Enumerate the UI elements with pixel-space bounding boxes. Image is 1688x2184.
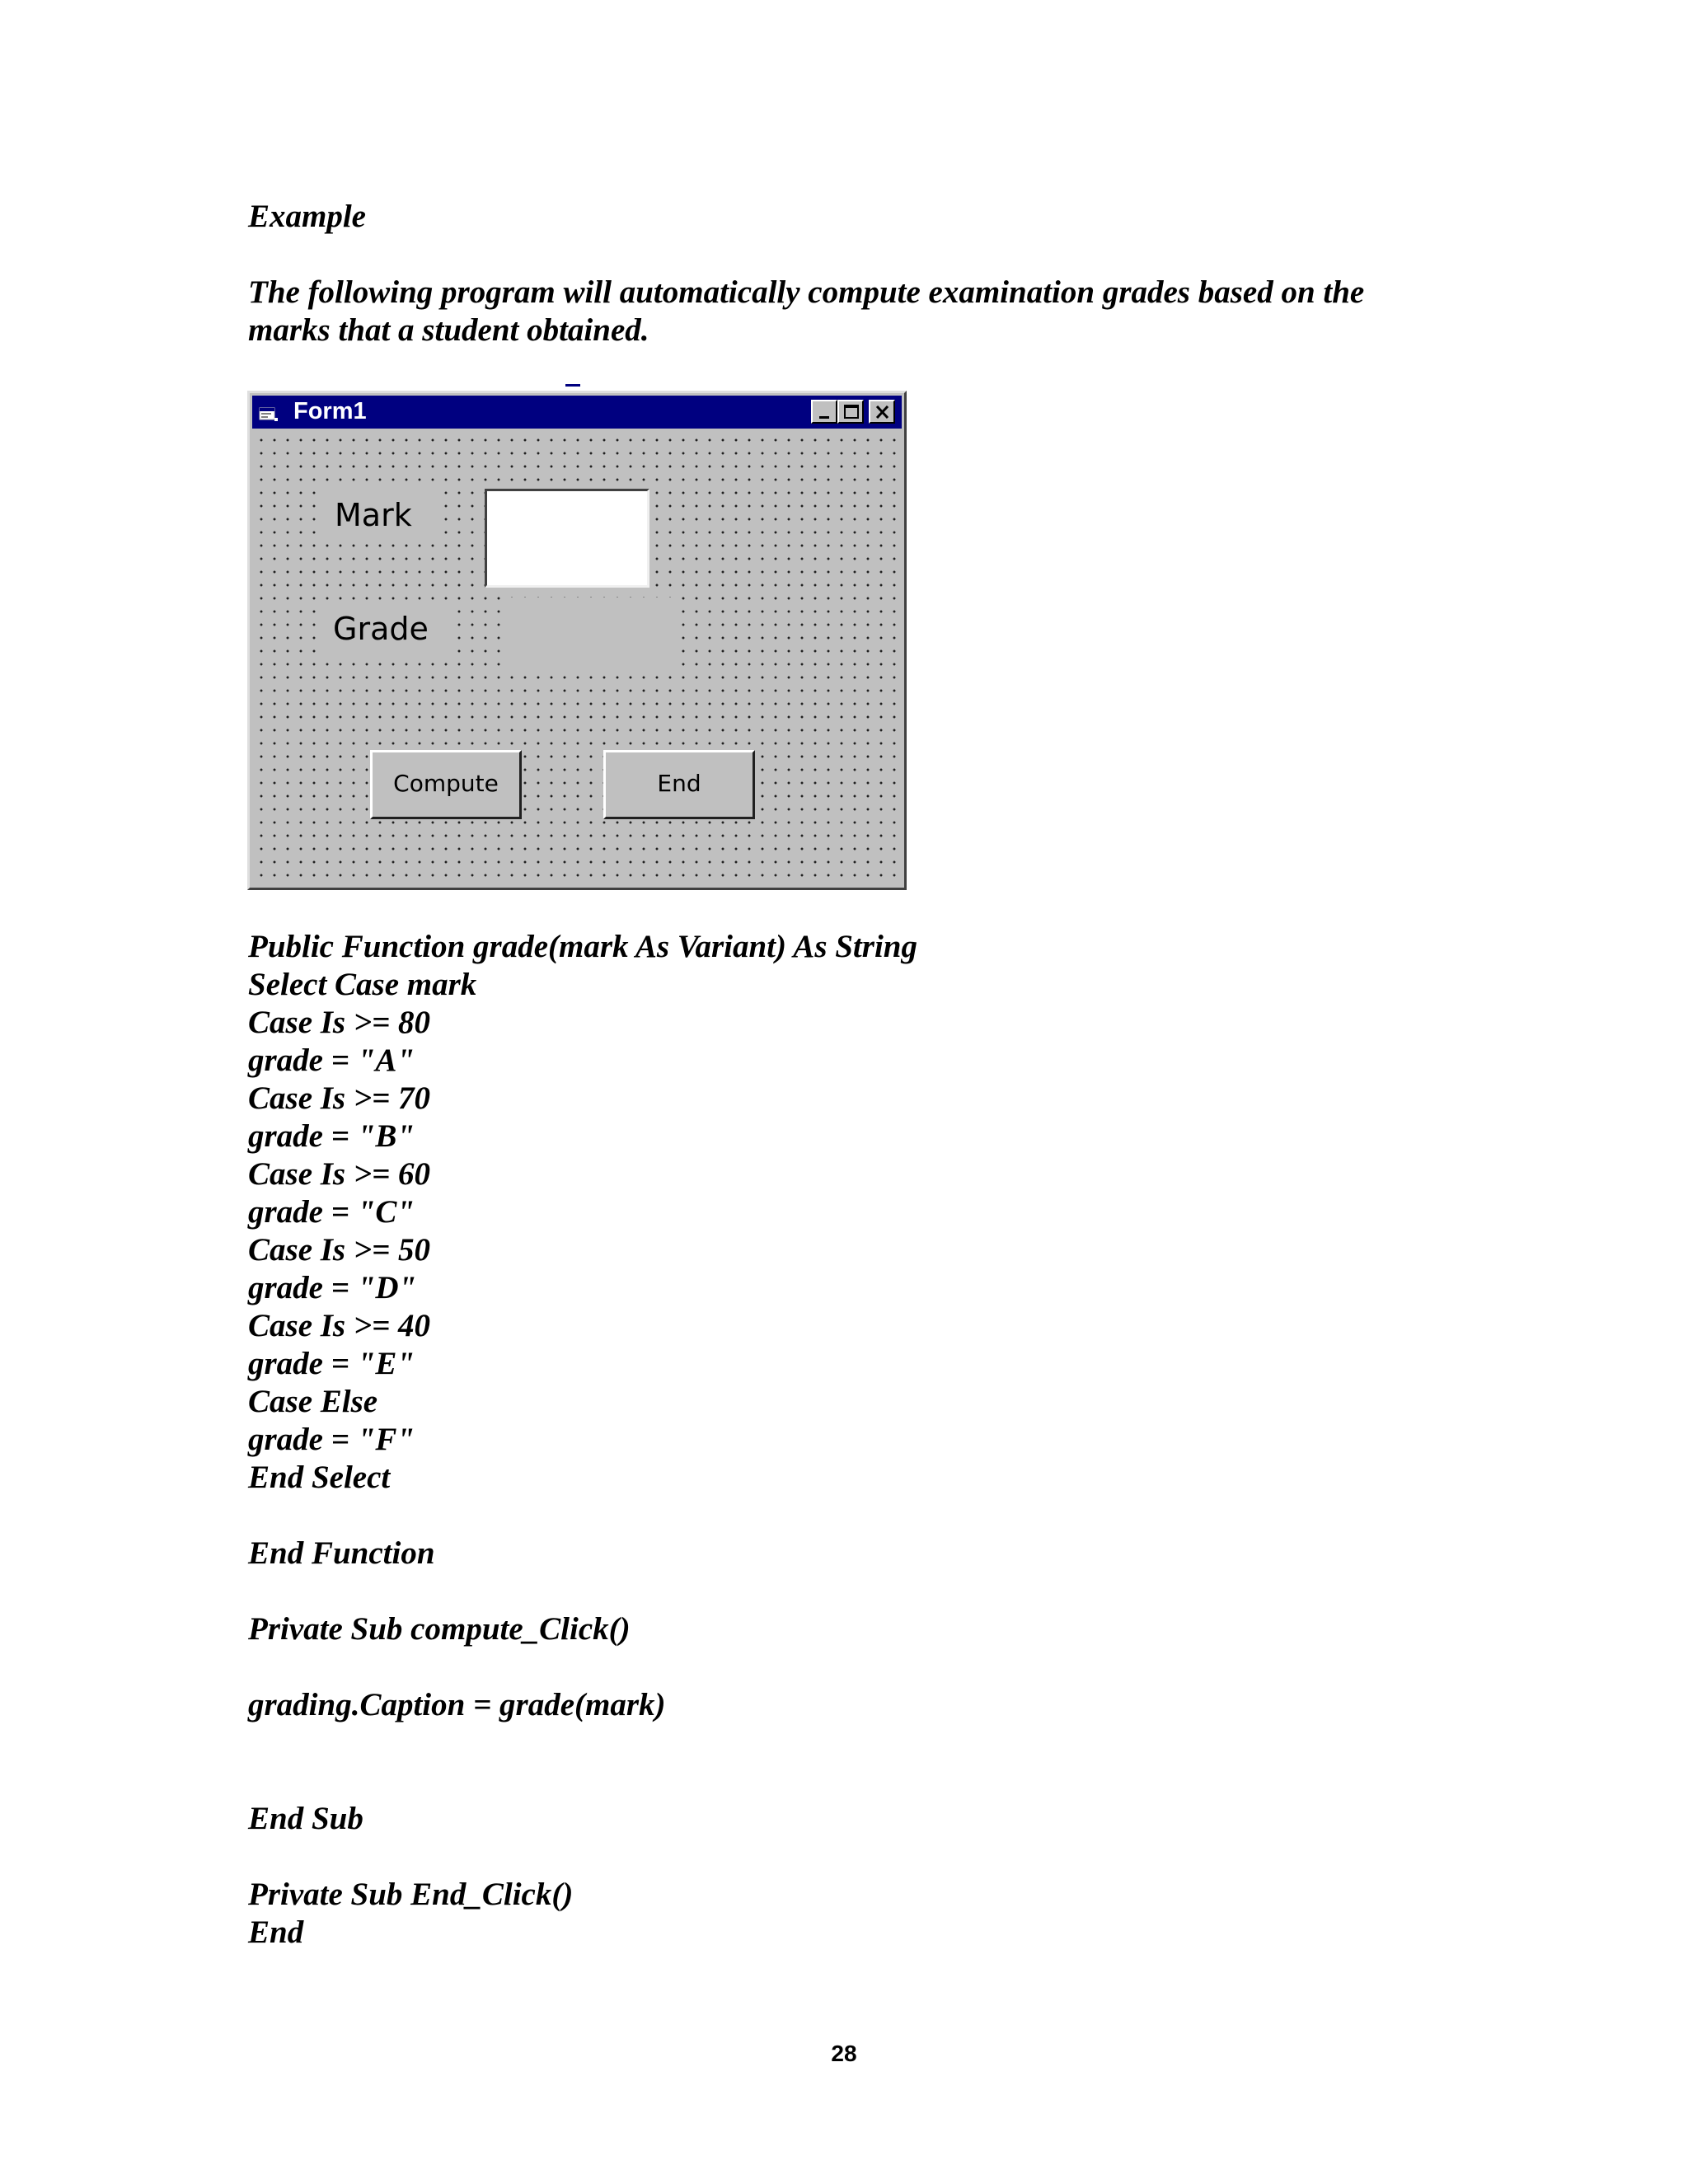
intro-line-2: marks that a student obtained. [248,312,649,348]
code-blank-line [248,1724,917,1800]
close-button[interactable] [869,400,895,424]
maximize-icon [842,404,861,421]
mark-label: Mark [321,489,444,543]
close-icon [873,404,893,421]
code-blank-line [248,1838,917,1876]
code-line: grade = "C" [248,1194,415,1230]
minimize-button[interactable] [811,400,837,424]
code-line: grading.Caption = grade(mark) [248,1687,666,1722]
code-listing [248,928,917,1952]
intro-line-1: The following program will automatically compute examination grades based on the [248,274,1365,310]
compute-button[interactable]: Compute [370,750,522,819]
end-button[interactable]: End [603,750,755,819]
code-line: grade = "D" [248,1270,417,1305]
form-client-area [252,431,902,885]
code-line: Case Is >= 60 [248,1156,431,1192]
code-line: End [248,1915,304,1950]
code-blank-line [248,1572,917,1610]
code-line: grade = "B" [248,1118,415,1154]
intro-paragraph [248,274,1534,349]
underscore-mark [565,384,580,387]
code-line: Case Is >= 70 [248,1080,431,1116]
form-titlebar[interactable] [252,396,902,429]
code-line: End Select [248,1460,391,1495]
form-window-icon [259,403,279,421]
grading-label [510,598,679,672]
code-line: Case Else [248,1384,378,1419]
code-line: grade = "F" [248,1422,415,1457]
code-line: End Function [248,1535,435,1571]
page-number: 28 [831,2041,857,2066]
code-line: Private Sub End_Click() [248,1877,574,1912]
example-heading: Example [248,199,366,234]
code-line: Select Case mark [248,967,477,1002]
maximize-button[interactable] [837,400,864,424]
code-line: grade = "E" [248,1346,415,1381]
code-line: Public Function grade(mark As Variant) As String [248,929,917,964]
minimize-icon [815,404,835,421]
code-blank-line [248,1497,917,1535]
grade-label: Grade [321,602,454,657]
code-line: Private Sub compute_Click() [248,1611,631,1647]
code-line: Case Is >= 40 [248,1308,431,1343]
code-line: Case Is >= 50 [248,1232,431,1268]
code-line: grade = "A" [248,1043,415,1078]
code-blank-line [248,1648,917,1686]
code-line: Case Is >= 80 [248,1005,431,1040]
form-window [247,391,907,890]
form-title: Form1 [293,398,367,424]
code-line: End Sub [248,1801,363,1836]
mark-textbox[interactable] [485,489,649,588]
